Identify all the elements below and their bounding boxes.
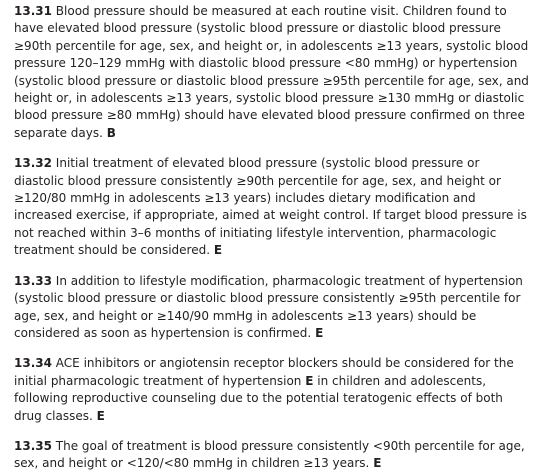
recommendation-number: 13.33: [14, 273, 52, 288]
recommendation-text-after: in children and adolescents, following reproductive counseling due to the potential teratogenic effects of both drug classes.: [14, 373, 503, 423]
evidence-grade: E: [96, 408, 105, 423]
recommendation-text: In addition to lifestyle modification, pharmacologic treatment of hypertension (systolic blood pressure or diastolic blood pressure consistently ≥95th percentile for age, sex, and height or ≥140/90 mmHg in adolescents ≥13 years) should be considered as soon as hypertension is confirmed.: [14, 273, 523, 340]
recommendation-13-35: [14, 438, 530, 473]
recommendation-13-31: [14, 3, 530, 142]
recommendation-number: 13.35: [14, 438, 52, 453]
recommendation-13-32: [14, 155, 530, 259]
recommendation-text-before: ACE inhibitors or angiotensin receptor blockers should be considered for the initial pharmacologic treatment of hypertension: [14, 356, 514, 388]
evidence-grade: E: [213, 243, 223, 258]
recommendation-number: 13.34: [14, 356, 52, 371]
inline-evidence-grade: E: [305, 373, 314, 388]
recommendation-13-33: [14, 273, 530, 343]
recommendation-number: 13.31: [14, 4, 52, 18]
recommendation-13-34: [14, 355, 530, 425]
recommendation-text: Blood pressure should be measured at each routine visit. Children found to have elevated blood pressure (systolic blood pressure or diastolic blood pressure ≥90th percentile for age, sex, and height or, in adolescents ≥13 years, systolic blood pressure 120–129 mmHg with diastolic blood pressure <80 mmHg) or hypertension (systolic blood pressure or diastolic blood pressure ≥95th percentile for age, sex, and height or, in adolescents ≥13 years, systolic blood pressure ≥130 mmHg or diastolic blood pressure ≥80 mmHg) should have elevated blood pressure confirmed on three separate days.: [14, 4, 529, 140]
evidence-grade: E: [373, 456, 382, 471]
recommendation-number: 13.32: [14, 156, 52, 171]
recommendation-text: Initial treatment of elevated blood pressure (systolic blood pressure or diastolic blood pressure consistently ≥90th percentile for age, sex, and height or ≥120/80 mmHg in adolescents ≥13 years) includes dietary modification and increased exercise, if appropriate, aimed at weight control. If target blood pressure is not reached within 3–6 months of initiating lifestyle intervention, pharmacologic treatment should be considered.: [14, 156, 527, 258]
evidence-grade: E: [315, 325, 324, 340]
evidence-grade: B: [106, 125, 116, 140]
recommendation-text: The goal of treatment is blood pressure consistently <90th percentile for age, sex, and height or <120/<80 mmHg in children ≥13 years.: [14, 438, 525, 471]
